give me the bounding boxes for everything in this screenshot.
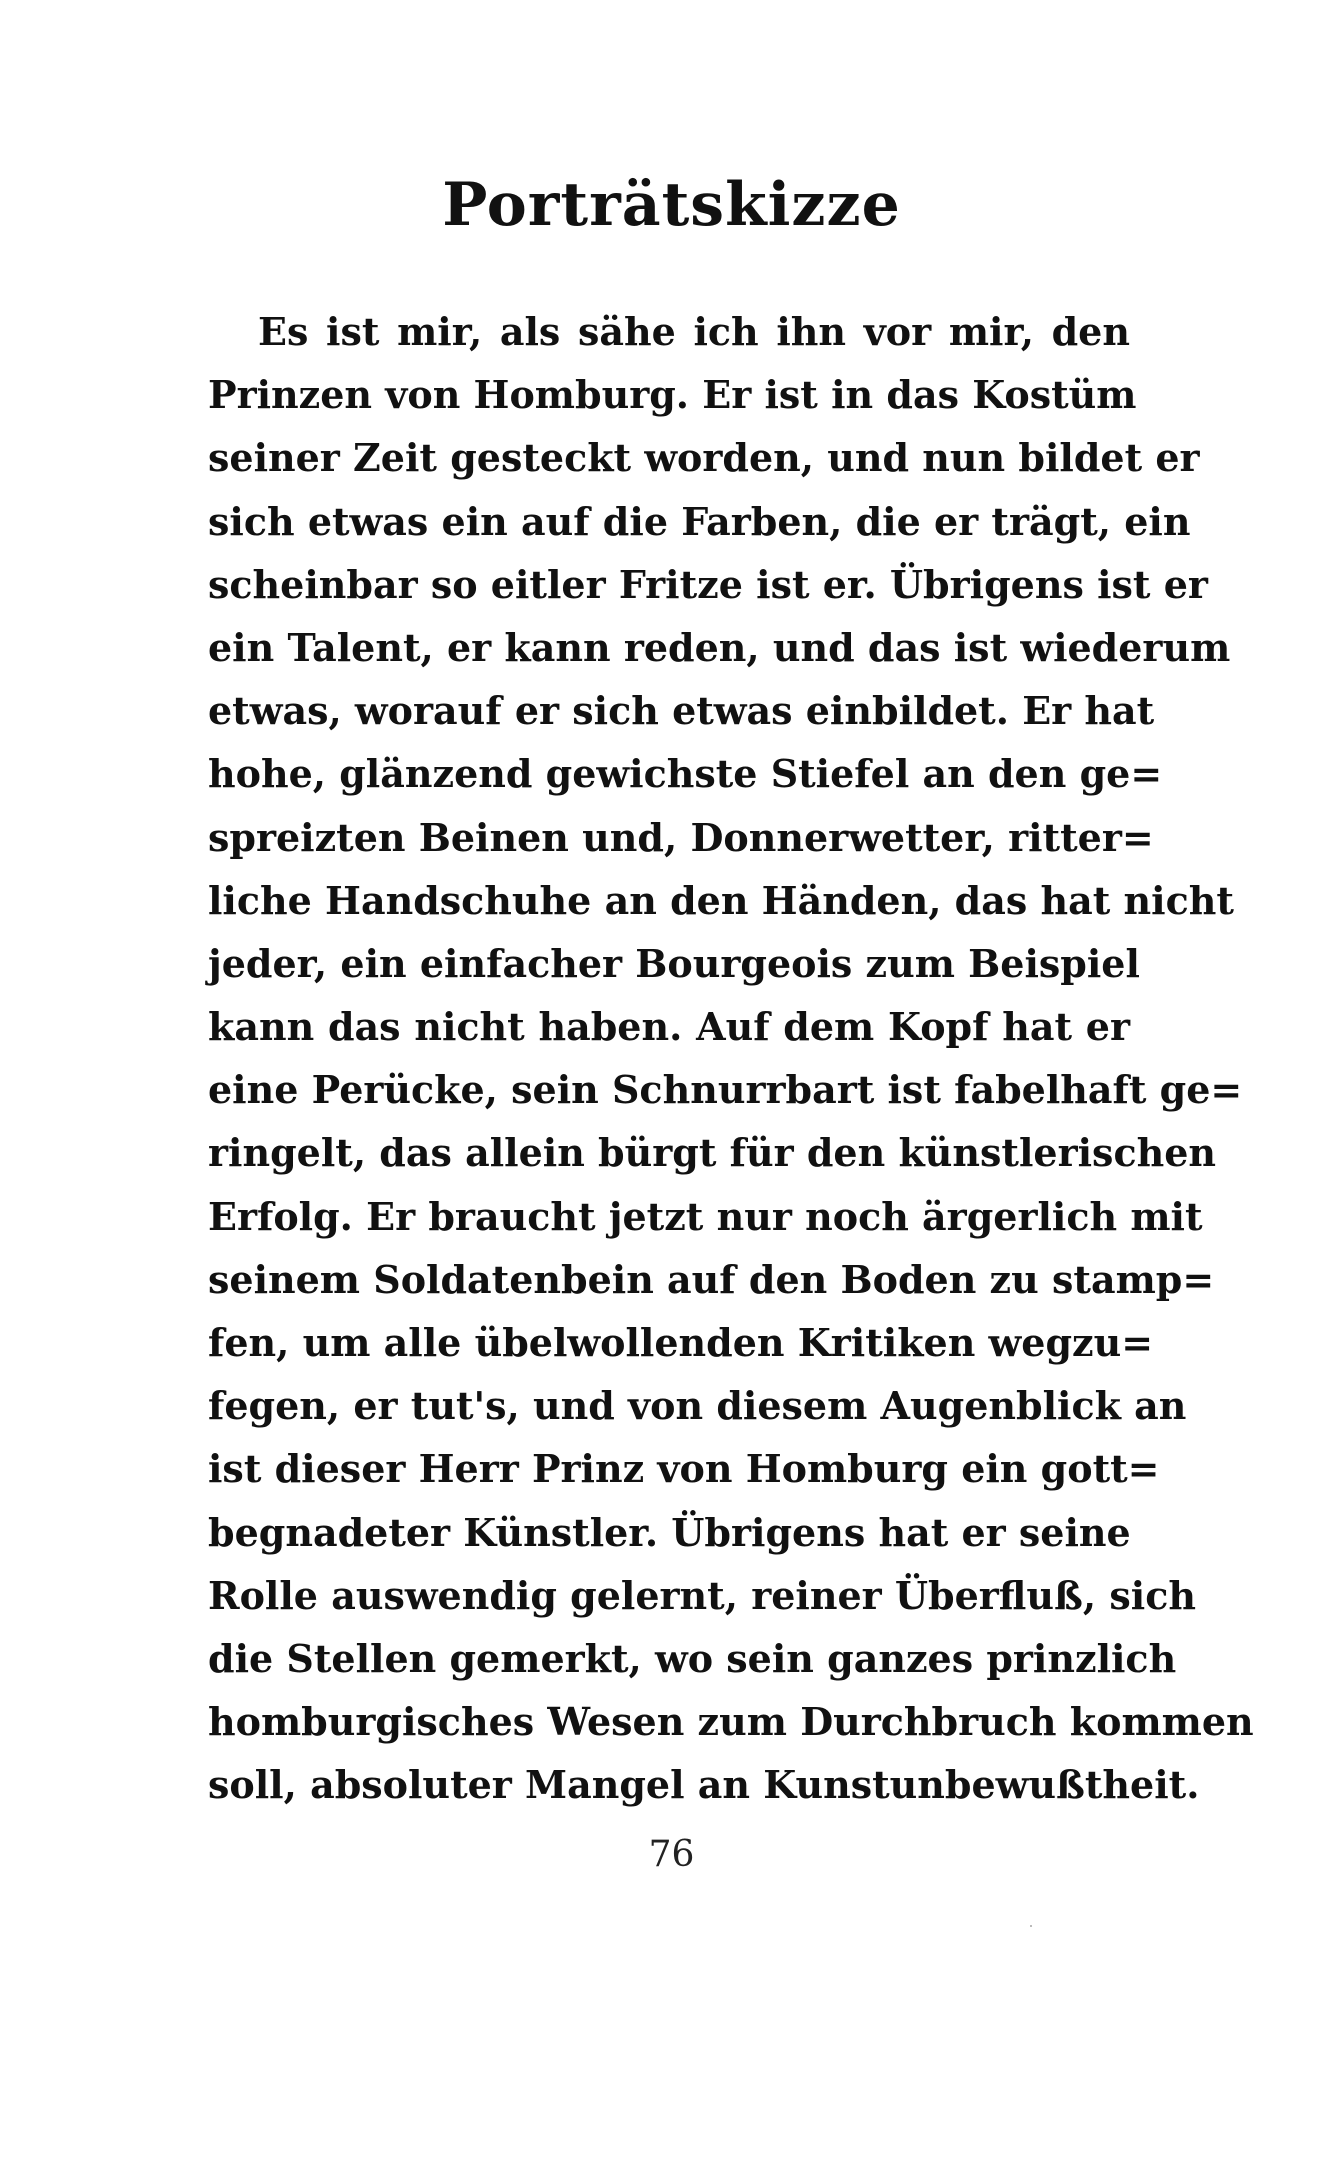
text-line: soll, absoluter Mangel an Kunstunbewußtheit. (208, 1762, 1200, 1808)
text-line: ringelt, das allein bürgt für den künstlerischen (208, 1130, 1217, 1176)
text-line: seinem Soldatenbein auf den Boden zu stamp= (208, 1256, 1215, 1302)
text-line: scheinbar so eitler Fritze ist er. Übrigens ist er (208, 561, 1208, 607)
text-line: kann das nicht haben. Auf dem Kopf hat er (208, 1004, 1130, 1050)
text-line: Es ist mir, als sähe ich ihn vor mir, den (258, 309, 1130, 354)
text-line: Erfolg. Er braucht jetzt nur noch ärgerlich mit (208, 1193, 1203, 1239)
text-line: spreizten Beinen und, Donnerwetter, ritter= (208, 814, 1154, 860)
text-line: Prinzen von Homburg. Er ist in das Kostüm (208, 372, 1137, 418)
text-line: begnadeter Künstler. Übrigens hat er seine (208, 1509, 1131, 1555)
text-line: die Stellen gemerkt, wo sein ganzes prinzlich (208, 1635, 1177, 1681)
text-line: ist dieser Herr Prinz von Homburg ein gott= (208, 1446, 1160, 1492)
text-line: liche Handschuhe an den Händen, das hat nicht (208, 877, 1234, 923)
text-line: Rolle auswendig gelernt, reiner Überfluß, sich (208, 1572, 1196, 1618)
text-line: homburgisches Wesen zum Durchbruch kommen (208, 1699, 1254, 1745)
paper-speck (1030, 1925, 1032, 1927)
text-line: fen, um alle übelwollenden Kritiken wegzu= (208, 1320, 1154, 1365)
page-title: Porträtskizze (442, 170, 901, 240)
text-line: hohe, glänzend gewichste Stiefel an den ge= (208, 751, 1163, 797)
body-text (208, 300, 1254, 1817)
text-line: eine Perücke, sein Schnurrbart ist fabelhaft ge= (208, 1067, 1243, 1113)
page-number: 76 (648, 1834, 695, 1875)
text-line: ein Talent, er kann reden, und das ist wiederum (208, 624, 1231, 670)
text-line: jeder, ein einfacher Bourgeois zum Beispiel (208, 940, 1140, 986)
text-line: fegen, er tut's, und von diesem Augenblick an (208, 1383, 1187, 1429)
text-line: etwas, worauf er sich etwas einbildet. Er hat (208, 688, 1155, 734)
text-line: sich etwas ein auf die Farben, die er trägt, ein (208, 498, 1191, 544)
text-line: seiner Zeit gesteckt worden, und nun bildet er (208, 435, 1200, 481)
